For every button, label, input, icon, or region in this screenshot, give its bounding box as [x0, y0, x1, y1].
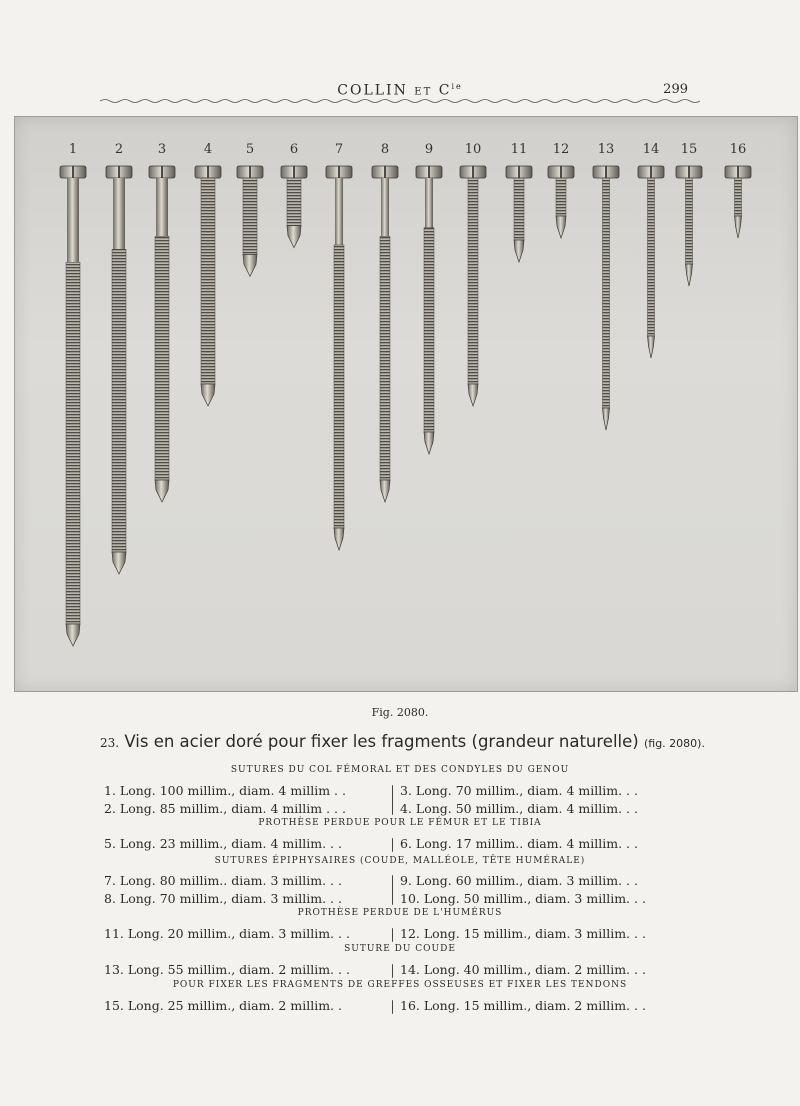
item-title: Vis en acier doré pour fixer les fragments (grandeur naturelle) — [124, 732, 639, 751]
screw-16 — [725, 142, 751, 238]
screw-tip — [556, 216, 566, 238]
publisher-et: ET — [414, 86, 433, 98]
spec-entry: 10. Long. 50 millim., diam. 3 millim. . . — [400, 891, 646, 906]
screw-shank — [113, 178, 125, 249]
screw-thread — [243, 178, 257, 254]
screw-shank — [381, 178, 389, 236]
item-heading — [100, 732, 740, 751]
screw-number-label: 5 — [245, 142, 255, 157]
screw-tip — [648, 336, 655, 358]
screw-1 — [60, 142, 86, 646]
screw-number-label: 13 — [597, 142, 615, 157]
screw-2 — [106, 142, 132, 574]
screw-number-label: 2 — [114, 142, 124, 157]
brace-divider — [392, 1000, 393, 1014]
screw-tip — [686, 264, 693, 286]
spec-entry: 2. Long. 85 millim., diam. 4 millim . . . — [104, 801, 346, 816]
screw-6 — [281, 142, 307, 248]
screw-number-label: 8 — [380, 142, 390, 157]
spec-entry: 13. Long. 55 millim., diam. 2 millim. . . — [104, 962, 350, 977]
screw-shank — [335, 178, 343, 245]
screw-number-label: 4 — [203, 142, 213, 157]
screw-number-label: 11 — [510, 142, 528, 157]
page-number: 299 — [663, 82, 688, 97]
section-title: PROTHÈSE PERDUE DE L'HUMÉRUS — [297, 908, 503, 918]
screw-14 — [638, 142, 664, 358]
screw-tip — [424, 432, 434, 454]
screw-thread — [556, 178, 566, 216]
figure-caption: Fig. 2080. — [371, 706, 429, 719]
section-title: SUTURE DU COUDE — [344, 944, 456, 954]
screw-number-label: 7 — [334, 142, 344, 157]
publisher-c: C — [438, 82, 452, 99]
screw-shank — [156, 178, 168, 236]
screw-number-label: 6 — [289, 142, 299, 157]
screw-tip — [243, 254, 257, 276]
screw-thread — [66, 262, 80, 624]
screw-shank — [425, 178, 433, 228]
screw-tip — [735, 216, 742, 238]
screw-number-label: 9 — [424, 142, 434, 157]
publisher-sup: ie — [451, 82, 463, 91]
screw-thread — [112, 249, 126, 552]
spec-entry: 12. Long. 15 millim., diam. 3 millim. . . — [400, 926, 646, 941]
screw-4 — [195, 142, 221, 406]
screw-thread — [648, 178, 655, 336]
spec-entry: 5. Long. 23 millim., diam. 4 millim. . . — [104, 836, 342, 851]
screw-3 — [149, 142, 175, 502]
section-title: SUTURES DU COL FÉMORAL ET DES CONDYLES DU GENOU — [230, 765, 570, 775]
screw-tip — [514, 240, 524, 262]
screw-number-label: 10 — [464, 142, 482, 157]
screw-thread — [735, 178, 742, 216]
screw-thread — [686, 178, 693, 264]
screw-number-label: 3 — [157, 142, 167, 157]
screw-thread — [201, 178, 215, 384]
spec-entry: 3. Long. 70 millim., diam. 4 millim. . . — [400, 783, 638, 798]
spec-entry: 4. Long. 50 millim., diam. 4 millim. . . — [400, 801, 638, 816]
spec-entry: 16. Long. 15 millim., diam. 2 millim. . . — [400, 998, 646, 1013]
screw-12 — [548, 142, 574, 238]
brace-divider — [392, 875, 393, 905]
screw-thread — [603, 178, 610, 408]
screw-thread — [424, 228, 434, 432]
brace-divider — [392, 785, 393, 815]
spec-entry: 6. Long. 17 millim.. diam. 4 millim. . . — [400, 836, 638, 851]
spec-entry: 1. Long. 100 millim., diam. 4 millim . . — [104, 783, 346, 798]
brace-divider — [392, 928, 393, 942]
screw-13 — [593, 142, 619, 430]
item-figref: (fig. 2080). — [643, 737, 705, 750]
screw-tip — [66, 624, 80, 646]
item-number: 23. — [100, 736, 120, 750]
section-title: PROTHÈSE PERDUE POUR LE FÉMUR ET LE TIBIA — [258, 818, 542, 828]
screw-tip — [334, 528, 344, 550]
spec-entry: 8. Long. 70 millim., diam. 3 millim. . . — [104, 891, 342, 906]
screw-tip — [603, 408, 610, 430]
screws-photograph — [14, 116, 798, 692]
screws-illustration — [15, 117, 797, 691]
screw-shank — [67, 178, 79, 262]
screw-thread — [334, 245, 344, 528]
screw-tip — [287, 226, 301, 248]
screw-tip — [155, 480, 169, 502]
spec-entry: 7. Long. 80 millim.. diam. 3 millim. . . — [104, 873, 342, 888]
screw-number-label: 12 — [552, 142, 570, 157]
screw-tip — [112, 552, 126, 574]
header-wavy-rule — [100, 98, 700, 104]
screw-tip — [468, 384, 478, 406]
spec-entry: 9. Long. 60 millim., diam. 3 millim. . . — [400, 873, 638, 888]
section-title: SUTURES ÉPIPHYSAIRES (COUDE, MALLÉOLE, TÊTE HUMÉRALE) — [214, 856, 586, 866]
screw-tip — [201, 384, 215, 406]
screw-number-label: 15 — [680, 142, 698, 157]
screw-10 — [460, 142, 486, 406]
publisher-name: COLLIN — [337, 82, 408, 99]
screw-9 — [416, 142, 442, 454]
screw-thread — [155, 236, 169, 480]
brace-divider — [392, 964, 393, 978]
screw-7 — [326, 142, 352, 550]
screw-thread — [287, 178, 301, 226]
spec-entry: 15. Long. 25 millim., diam. 2 millim. . — [104, 998, 342, 1013]
screw-thread — [380, 236, 390, 480]
spec-entry: 11. Long. 20 millim., diam. 3 millim. . . — [104, 926, 350, 941]
screw-number-label: 16 — [729, 142, 747, 157]
screw-thread — [468, 178, 478, 384]
screw-11 — [506, 142, 532, 262]
screw-number-label: 1 — [68, 142, 78, 157]
screw-thread — [514, 178, 524, 240]
screw-5 — [237, 142, 263, 276]
screw-15 — [676, 142, 702, 286]
section-title: POUR FIXER LES FRAGMENTS DE GREFFES OSSEUSES ET FIXER LES TENDONS — [172, 980, 628, 990]
brace-divider — [392, 838, 393, 852]
screw-8 — [372, 142, 398, 502]
spec-entry: 14. Long. 40 millim., diam. 2 millim. . . — [400, 962, 646, 977]
screw-tip — [380, 480, 390, 502]
screw-number-label: 14 — [642, 142, 660, 157]
